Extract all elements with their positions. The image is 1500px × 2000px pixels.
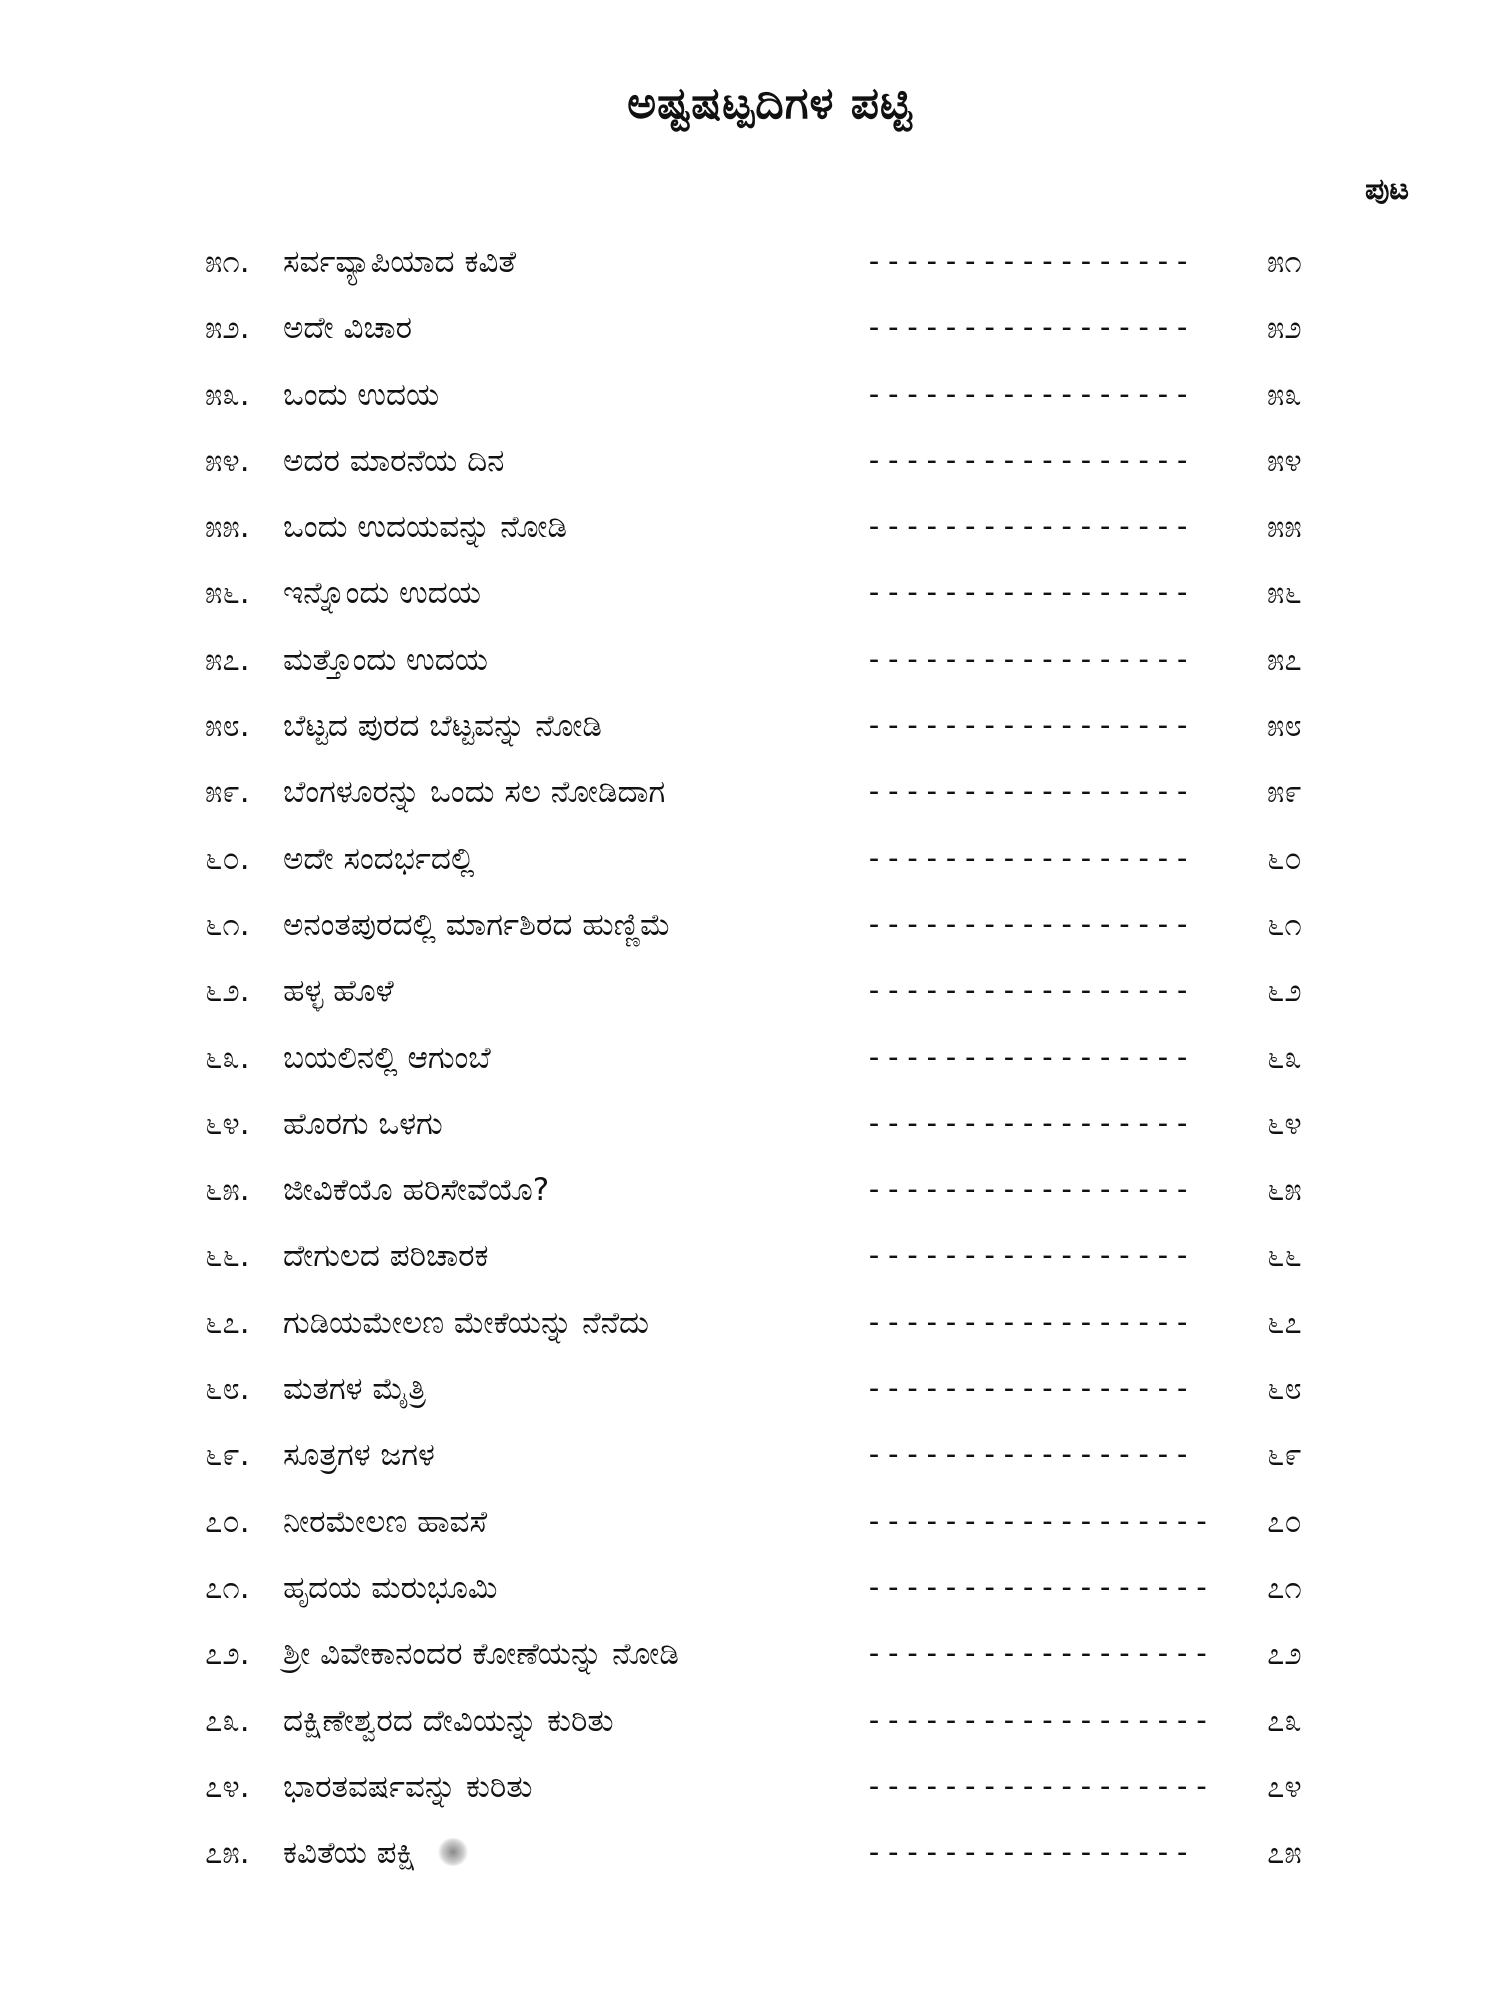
dot-leader: ----------------- (865, 442, 1193, 478)
entry-page-number: ೬೪ (1267, 1105, 1302, 1142)
toc-entry (205, 1038, 1305, 1104)
toc-entry (205, 1369, 1305, 1435)
entry-title: ಕವಿತೆಯ ಪಕ್ಷಿ (283, 1835, 416, 1872)
entry-number: ೭೩. (205, 1702, 250, 1739)
entry-title: ದಕ್ಷಿಣೇಶ್ವರದ ದೇವಿಯನ್ನು ಕುರಿತು (283, 1702, 614, 1739)
entry-page-number: ೫೧ (1267, 244, 1302, 280)
entry-title: ಮತಗಳ ಮೈತ್ರಿ (283, 1371, 427, 1408)
dot-leader: ----------------- (865, 1105, 1193, 1141)
toc-entry (205, 1634, 1305, 1700)
dot-leader: ----------------- (865, 310, 1193, 346)
entry-page-number: ೭೪ (1267, 1768, 1302, 1805)
dot-leader: ----------------- (865, 1304, 1193, 1340)
entry-title: ದೇಗುಲದ ಪರಿಚಾರಕ (283, 1238, 489, 1275)
entry-page-number: ೭೧ (1267, 1569, 1302, 1606)
dot-leader: ----------------- (865, 575, 1193, 611)
entry-page-number: ೬೦ (1267, 840, 1302, 877)
entry-number: ೭೫. (205, 1835, 250, 1872)
toc-entry (205, 1767, 1305, 1833)
entry-number: ೫೪. (205, 442, 250, 479)
entry-title: ಒಂದು ಉದಯ (283, 376, 440, 413)
entry-number: ೫೬. (205, 575, 250, 612)
entry-page-number: ೬೬ (1267, 1238, 1302, 1275)
entry-number: ೫೨. (205, 310, 250, 347)
toc-entry (205, 1701, 1305, 1767)
toc-entry (205, 1568, 1305, 1634)
entry-page-number: ೫೮ (1267, 708, 1302, 745)
toc-entry (205, 308, 1305, 374)
entry-page-number: ೬೧ (1267, 906, 1302, 943)
entry-page-number: ೫೩ (1267, 376, 1302, 413)
toc-entry (205, 441, 1305, 507)
entry-number: ೬೪. (205, 1105, 250, 1142)
entry-number: ೫೫. (205, 509, 250, 546)
entry-page-number: ೫೭ (1267, 641, 1302, 678)
entry-number: ೬೦. (205, 840, 250, 877)
toc-entry (205, 1435, 1305, 1501)
dot-leader: ----------------- (865, 708, 1193, 744)
entry-title: ಬಯಲಿನಲ್ಲಿ ಆಗುಂಬೆ (283, 1039, 491, 1076)
entry-title: ಅದರ ಮಾರನೆಯ ದಿನ (283, 442, 505, 479)
entry-title: ಜೀವಿಕೆಯೊ ಹರಿಸೇವೆಯೊ? (283, 1172, 550, 1209)
entry-page-number: ೬೯ (1267, 1437, 1302, 1474)
entry-number: ೫೯. (205, 774, 250, 811)
entry-title: ಅನಂತಪುರದಲ್ಲಿ ಮಾರ್ಗಶಿರದ ಹುಣ್ಣಿಮೆ (283, 906, 671, 943)
entry-title: ಒಂದು ಉದಯವನ್ನು ನೋಡಿ (283, 509, 567, 546)
entry-page-number: ೬೨ (1267, 973, 1302, 1010)
dot-leader: ------------------ (865, 1503, 1212, 1539)
entry-page-number: ೬೮ (1267, 1371, 1302, 1408)
toc-entry (205, 1104, 1305, 1170)
entry-title: ಹೊರಗು ಒಳಗು (283, 1105, 443, 1142)
entry-title: ಭಾರತವರ್ಷವನ್ನು ಕುರಿತು (283, 1768, 533, 1805)
toc-entry (205, 1502, 1305, 1568)
entry-title: ಹಳ್ಳ ಹೊಳೆ (283, 973, 394, 1010)
entry-page-number: ೭೫ (1267, 1835, 1302, 1872)
table-of-contents (205, 242, 1305, 1899)
entry-page-number: ೭೩ (1267, 1702, 1302, 1739)
dot-leader: ----------------- (865, 906, 1193, 942)
toc-entry (205, 640, 1305, 706)
dot-leader: ----------------- (865, 1238, 1193, 1274)
entry-title: ಅದೇ ಸಂದರ್ಭದಲ್ಲಿ (283, 840, 475, 877)
page-column-header: ಪುಟ (1365, 172, 1410, 207)
toc-entry (205, 1303, 1305, 1369)
dot-leader: ------------------ (865, 1636, 1212, 1672)
toc-entry (205, 1236, 1305, 1302)
dot-leader: ------------------ (865, 1768, 1212, 1804)
toc-entry (205, 1170, 1305, 1236)
ink-smudge (437, 1838, 469, 1866)
dot-leader: ----------------- (865, 1039, 1193, 1075)
toc-entry (205, 1833, 1305, 1899)
dot-leader: ----------------- (865, 1172, 1193, 1208)
dot-leader: ------------------ (865, 1702, 1212, 1738)
entry-number: ೬೨. (205, 973, 250, 1010)
entry-number: ೫೩. (205, 376, 250, 413)
entry-number: ೫೧. (205, 244, 250, 280)
dot-leader: ----------------- (865, 376, 1193, 412)
entry-number: ೭೪. (205, 1768, 250, 1805)
entry-page-number: ೭೨ (1267, 1636, 1302, 1673)
dot-leader: ----------------- (865, 641, 1193, 677)
page-title: ಅಷ್ಟಷಟ್ಪದಿಗಳ ಪಟ್ಟಿ (627, 78, 913, 129)
dot-leader: ----------------- (865, 840, 1193, 876)
entry-number: ೬೯. (205, 1437, 250, 1474)
entry-number: ೭೨. (205, 1636, 250, 1673)
toc-entry (205, 706, 1305, 772)
entry-page-number: ೭೦ (1267, 1503, 1302, 1540)
toc-entry (205, 971, 1305, 1037)
entry-number: ೬೬. (205, 1238, 250, 1275)
entry-number: ೭೦. (205, 1503, 250, 1540)
entry-number: ೭೧. (205, 1569, 250, 1606)
entry-title: ಶ್ರೀ ವಿವೇಕಾನಂದರ ಕೋಣೆಯನ್ನು ನೋಡಿ (283, 1636, 679, 1673)
entry-number: ೬೫. (205, 1172, 250, 1209)
dot-leader: ----------------- (865, 1437, 1193, 1473)
entry-number: ೬೮. (205, 1371, 250, 1408)
entry-title: ಮತ್ತೊಂದು ಉದಯ (283, 641, 488, 678)
toc-entry (205, 772, 1305, 838)
toc-entry (205, 375, 1305, 441)
entry-title: ಗುಡಿಯಮೇಲಣ ಮೇಕೆಯನ್ನು ನೆನೆದು (283, 1304, 649, 1341)
entry-title: ಸೂತ್ರಗಳ ಜಗಳ (283, 1437, 435, 1474)
entry-title: ಬೆಟ್ಟದ ಪುರದ ಬೆಟ್ಟವನ್ನು ನೋಡಿ (283, 708, 602, 745)
entry-title: ಹೃದಯ ಮರುಭೂಮಿ (283, 1569, 498, 1606)
entry-page-number: ೫೫ (1267, 509, 1302, 546)
entry-title: ನೀರಮೇಲಣ ಹಾವಸೆ (283, 1503, 488, 1540)
entry-page-number: ೬೩ (1267, 1039, 1302, 1076)
entry-number: ೫೭. (205, 641, 250, 678)
dot-leader: ----------------- (865, 244, 1193, 279)
dot-leader: ------------------ (865, 1569, 1212, 1605)
toc-entry (205, 242, 1305, 308)
dot-leader: ----------------- (865, 1835, 1193, 1871)
toc-entry (205, 905, 1305, 971)
entry-number: ೬೭. (205, 1304, 250, 1341)
entry-title: ಅದೇ ವಿಚಾರ (283, 310, 412, 347)
entry-title: ಸರ್ವವ್ಯಾಪಿಯಾದ ಕವಿತೆ (283, 244, 517, 280)
entry-title: ಇನ್ನೊಂದು ಉದಯ (283, 575, 481, 612)
entry-page-number: ೬೭ (1267, 1304, 1302, 1341)
dot-leader: ----------------- (865, 973, 1193, 1009)
entry-page-number: ೫೯ (1267, 774, 1302, 811)
toc-entry (205, 507, 1305, 573)
entry-number: ೬೩. (205, 1039, 250, 1076)
entry-page-number: ೫೪ (1267, 442, 1302, 479)
toc-entry (205, 839, 1305, 905)
entry-title: ಬೆಂಗಳೂರನ್ನು ಒಂದು ಸಲ ನೋಡಿದಾಗ (283, 774, 666, 811)
dot-leader: ----------------- (865, 1371, 1193, 1407)
entry-page-number: ೫೨ (1267, 310, 1302, 347)
entry-page-number: ೫೬ (1267, 575, 1302, 612)
entry-page-number: ೬೫ (1267, 1172, 1302, 1209)
entry-number: ೬೧. (205, 906, 250, 943)
entry-number: ೫೮. (205, 708, 250, 745)
toc-entry (205, 573, 1305, 639)
dot-leader: ----------------- (865, 774, 1193, 810)
dot-leader: ----------------- (865, 509, 1193, 545)
